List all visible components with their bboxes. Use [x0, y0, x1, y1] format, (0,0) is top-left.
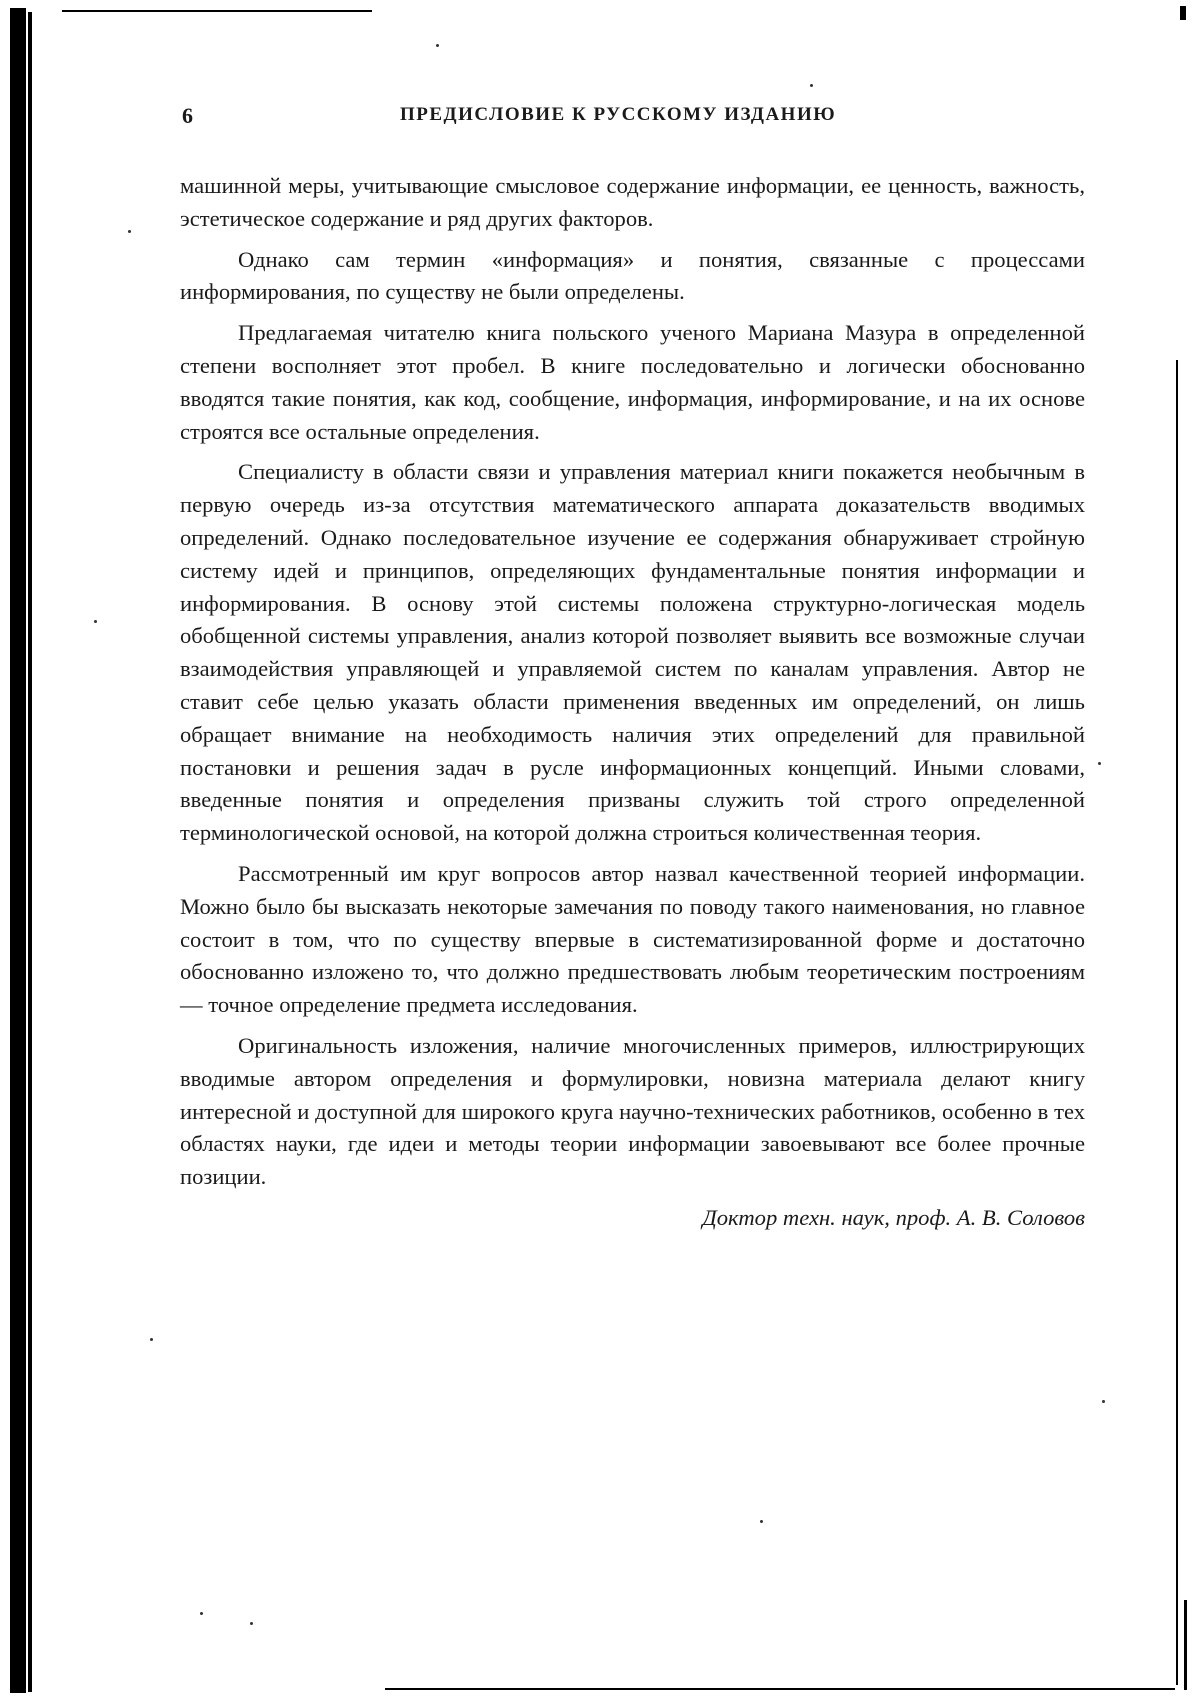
page-header [182, 103, 1082, 133]
scan-border-left-inner [28, 12, 32, 1692]
scan-speck [128, 230, 131, 233]
scan-border-left [10, 8, 26, 1693]
paragraph-6: Оригинальность изложения, наличие многочисленных примеров, иллюстрирующих вводимые автором определения и формулировки, новизна материала делают книгу интересной и доступной для широкого круга научно-технических работников, особенно в тех областях науки, где идеи и методы теории информации завоевывают все более прочные позиции. [180, 1032, 1085, 1190]
body-text [180, 170, 1085, 1235]
scan-bottom-line [385, 1688, 1175, 1690]
scan-right-line [1176, 360, 1178, 1685]
scan-speck [760, 1520, 763, 1523]
paragraph-3: Предлагаемая читателю книга польского ученого Мариана Мазура в определенной степени восполняет этот пробел. В книге последовательно и логически обоснованно вводятся такие понятия, как код, сообщение, информация, информирование, и на их основе строятся все остальные определения. [180, 320, 1085, 444]
running-title: ПРЕДИСЛОВИЕ К РУССКОМУ ИЗДАНИЮ [400, 104, 837, 125]
signature: Доктор техн. наук, проф. А. В. Соловов [702, 1204, 1085, 1230]
scan-speck [1102, 1400, 1105, 1403]
scan-speck [250, 1622, 253, 1625]
scan-top-line [62, 10, 372, 12]
scan-speck [436, 44, 439, 47]
scan-speck [810, 84, 813, 87]
paragraph-1: машинной меры, учитывающие смысловое содержание информации, ее ценность, важность, эстетическое содержание и ряд других факторов. [180, 173, 1085, 231]
scan-speck [200, 1612, 203, 1615]
scan-right-top-mark [1180, 6, 1186, 20]
scan-speck [94, 620, 97, 623]
paragraph-5: Рассмотренный им круг вопросов автор назвал качественной теорией информации. Можно было бы высказать некоторые замечания по поводу такого наименования, но главное состоит в том, что по существу впервые в систематизированной форме и достаточно обоснованно изложено то, что должно предшествовать любым теоретическим построениям — точное определение предмета исследования. [180, 860, 1085, 1018]
scan-right-line-2 [1184, 1600, 1187, 1690]
page-number: 6 [182, 103, 193, 128]
paragraph-2: Однако сам термин «информация» и понятия, связанные с процессами информирования, по существу не были определены. [180, 246, 1085, 305]
scan-speck [1098, 762, 1101, 765]
scan-speck [150, 1338, 153, 1341]
paragraph-4: Специалисту в области связи и управления материал книги покажется необычным в первую очередь из-за отсутствия математического аппарата доказательств вводимых определений. Однако последовательное изучение ее содержания обнаруживает стройную систему идей и принципов, определяющих фундаментальные понятия информации и информирования. В основу этой системы положена структурно-логическая модель обобщенной системы управления, анализ которой позволяет выявить все возможные случаи взаимодействия управляющей и управляемой систем по каналам управления. Автор не ставит себе целью указать области применения введенных им определений, он лишь обращает внимание на необходимость наличия этих определений для правильной постановки и решения задач в русле информационных концепций. Иными словами, введенные понятия и определения призваны служить той строго определенной терминологической основой, на которой должна строиться количественная теория. [180, 459, 1085, 846]
